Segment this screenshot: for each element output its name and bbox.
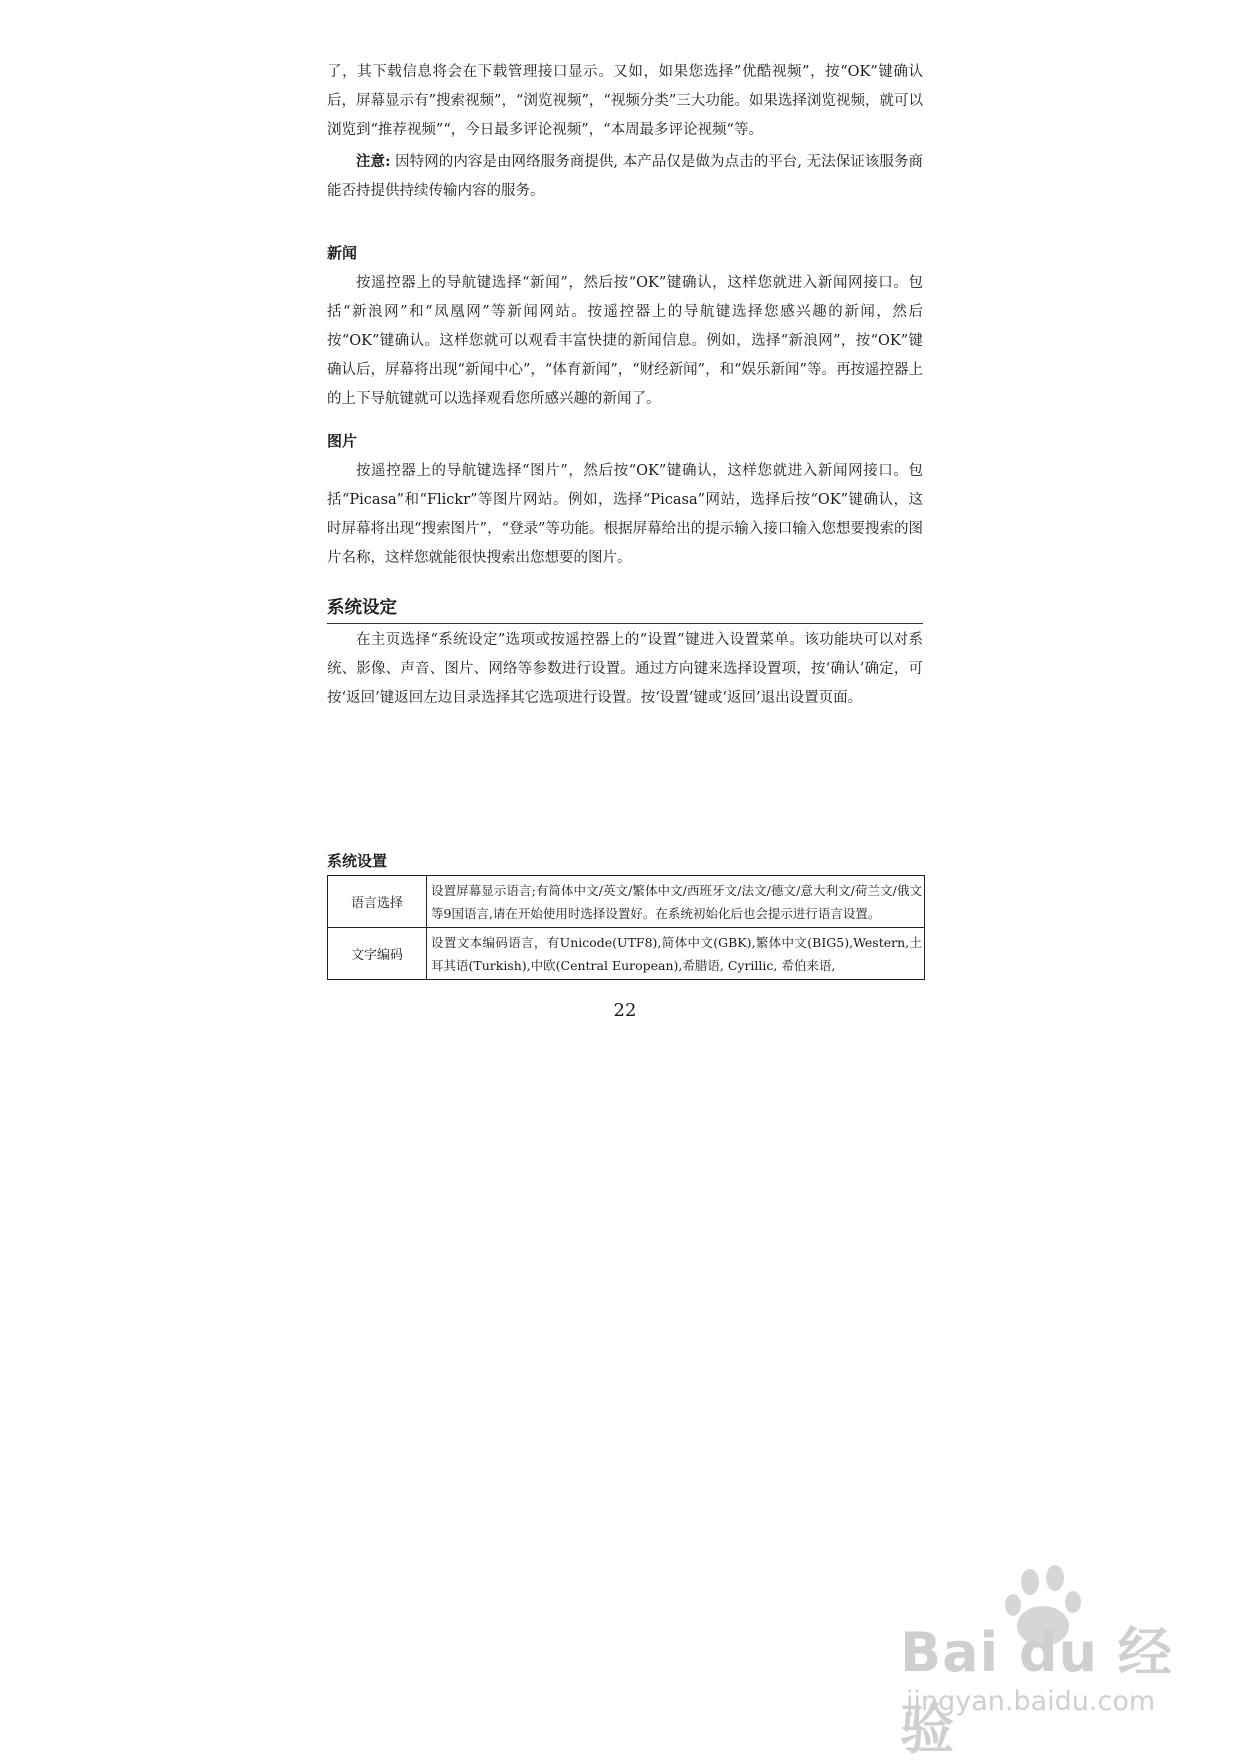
intro-paragraph: 了，其下载信息将会在下载管理接口显示。又如，如果您选择”优酷视频”，按“OK”键确认后，屏幕显示有”搜索视频”，“浏览视频”，“视频分类”三大功能。如果选择浏览视频，就可以浏览到“推荐视频”“，今日最多评论视频”，“本周最多评论视频“等。 (327, 64, 923, 138)
pictures-heading: 图片 (327, 432, 358, 450)
note-label: 注意: (356, 153, 391, 170)
table-cell-label: 语言选择 (328, 876, 427, 928)
settings-table (327, 875, 925, 980)
table-cell-desc-text: 设置文本编码语言，有Unicode(UTF8),简体中文(GBK),繁体中文(BIG5),Western,土耳其语(Turkish),中欧(Central European),希腊语, Cyrillic, 希伯来语, (431, 935, 922, 973)
pictures-body: 按遥控器上的导航键选择“图片”，然后按“OK”键确认，这样您就进入新闻网接口。包括“Picasa”和“Flickr”等图片网站。例如，选择“Picasa”网站，选择后按“OK”键确认，这时屏幕将出现“搜索图片”，“登录”等功能。根据屏幕给出的提示输入接口输入您想要搜索的图片名称，这样您就能很快搜索出您想要的图片。 (327, 463, 923, 566)
settings-table-heading: 系统设置 (327, 852, 388, 870)
table-cell-desc: 设置屏幕显示语言;有简体中文/英文/繁体中文/西班牙文/法文/德文/意大利文/荷兰文/俄文等9国语言,请在开始使用时选择设置好。在系统初始化后也会提示进行语言设置。 (427, 876, 925, 928)
system-setup-body: 在主页选择“系统设定”选项或按遥控器上的“设置”键进入设置菜单。该功能块可以对系统、影像、声音、图片、网络等参数进行设置。通过方向键来选择设置项，按‘确认’确定，可按‘返回’键返回左边目录选择其它选项进行设置。按‘设置’键或‘返回’退出设置页面。 (327, 632, 923, 706)
note-paragraph (327, 147, 923, 206)
intro-block (327, 58, 923, 206)
watermark-url: jingyan.baidu.com (906, 1686, 1156, 1717)
pictures-section (327, 430, 923, 573)
table-cell-desc (427, 928, 925, 980)
watermark-brand: Bai du 经验 (900, 1621, 1173, 1761)
note-text: 因特网的内容是由网络服务商提供, 本产品仅是做为点击的平台, 无法保证该服务商能否持提供持续传输内容的服务。 (327, 154, 923, 199)
page-number: 22 (613, 1000, 637, 1021)
table-row (328, 928, 925, 980)
settings-table-section (327, 850, 925, 980)
news-body: 按遥控器上的导航键选择“新闻”，然后按“OK”键确认，这样您就进入新闻网接口。包括“新浪网”和“凤凰网”等新闻网站。按遥控器上的导航键选择您感兴趣的新闻，然后按“OK”键确认。这样您就可以观看丰富快捷的新闻信息。例如，选择“新浪网”，按“OK”键确认后，屏幕将出现“新闻中心”，“体育新闻”，“财经新闻”，和“娱乐新闻”等。再按遥控器上的上下导航键就可以选择观看您所感兴趣的新闻了。 (327, 275, 923, 407)
system-setup-heading: 系统设定 (327, 594, 923, 624)
watermark (880, 1560, 1180, 1761)
system-setup-section (327, 594, 923, 713)
table-cell-label: 文字编码 (328, 928, 427, 980)
table-row (328, 876, 925, 928)
news-heading: 新闻 (327, 244, 358, 262)
news-section (327, 242, 923, 414)
